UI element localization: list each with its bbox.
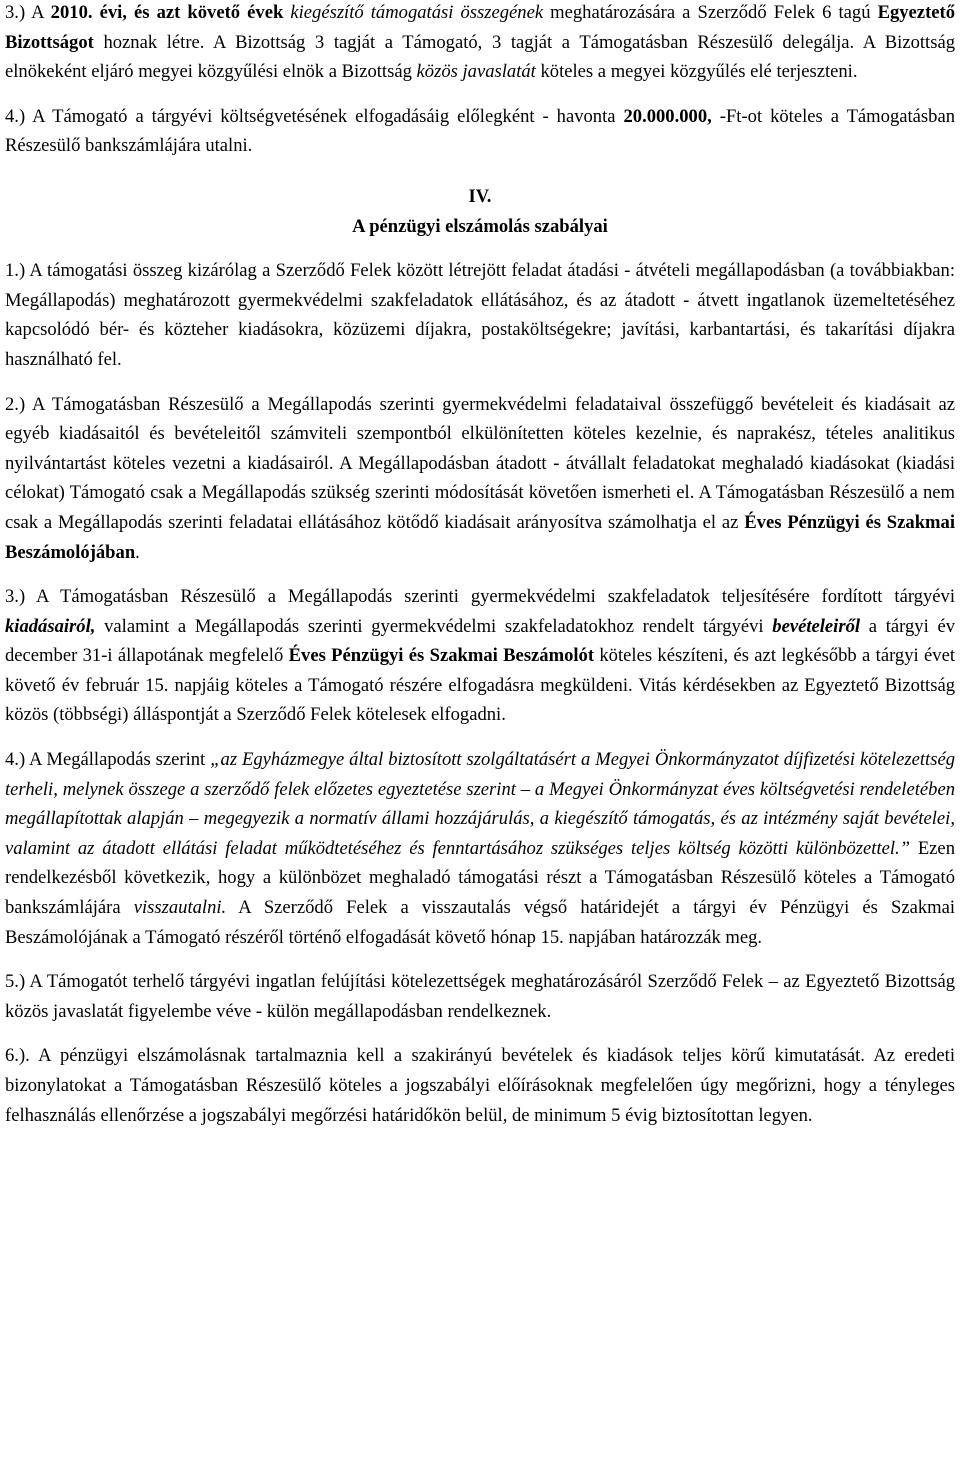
section-title-heading: A pénzügyi elszámolás szabályai <box>352 215 608 237</box>
paragraph-5-renovation: 5.) A Támogatót terhelő tárgyévi ingatlan felújítási kötelezettségek meghatározásáról Szerződő Felek – az Egyeztető Bizottság közös javaslatát figyelembe véve - külön megállapodásban rendelkeznek. <box>5 971 955 1022</box>
text-segment: . <box>135 541 140 563</box>
italic-quote: „az Egyházmegye által biztosított szolgáltatásért a Megyei Önkormányzatot díjfizetési kötelezettség terheli, melynek összege a szerződő felek előzetes egyeztetése szerint – a Megyei Önkormányzat éves költségvetési rendeletében megállapítottak alapján – megegyezik a normatív állami hozzájárulás, a kiegészítő támogatás, és az intézmény saját bevételei, valamint az átadott ellátási feladat működtetéséhez és fenntartásához szükséges teljes költség közötti különbözettel.” <box>5 749 956 859</box>
italic-segment: kiegészítő támogatási összegének <box>283 2 544 23</box>
paragraph-6-statement: 6.). A pénzügyi elszámolásnak tartalmaznia kell a szakirányú bevételek és kiadások teljes körű kimutatását. Az eredeti bizonylatokat a Támogatásban Részesülő köteles a jogszabályi előírásoknak megfelelően úgy megőrizni, hogy a tényleges felhasználás ellenőrzése a jogszabályi megőrzési határidőkön belül, de minimum 5 évig biztosítottan legyen. <box>5 1045 955 1126</box>
paragraph-4-advance-payment <box>5 102 955 161</box>
text-segment: A Szerződő Felek a visszautalás végső határidejét a tárgyi év Pénzügyi és Szakmai Beszámolójának a Támogató részéről történő elfogadását követő hónap 15. napjában határozzák meg. <box>5 897 956 948</box>
text-segment: -Ft-ot köteles a Támogatásban Részesülő bankszámlájára utalni. <box>5 105 955 157</box>
text-segment: 4.) A Támogató a tárgyévi költségvetésének elfogadásáig előlegként - havonta <box>5 105 624 127</box>
bold-segment: 20.000.000, <box>623 105 712 127</box>
paragraph-3-report <box>5 582 955 730</box>
text-segment: a tárgyi év december 31-i állapotának megfelelő <box>5 615 955 667</box>
text-segment: hoznak létre. A Bizottság 3 tagját a Támogató, 3 tagját a Támogatásban Részesülő delegálja. A Bizottság elnökeként eljáró megyei közgyűlési elnök a Bizottság <box>5 31 955 83</box>
italic-segment: visszautalni. <box>133 897 227 919</box>
paragraph-4-refund <box>5 745 955 952</box>
section-number-heading: IV. <box>468 185 492 207</box>
text-segment: Ezen rendelkezésből következik, hogy a különbözet meghaladó támogatási részt a Támogatásban Részesülő köteles a Támogató bankszámlájára <box>5 837 955 919</box>
text-segment: köteles a megyei közgyűlés elé terjeszteni. <box>535 61 858 83</box>
bold-italic-text: bevételeiről <box>772 615 861 637</box>
text-segment: meghatározására a Szerződő Felek 6 tagú <box>543 2 878 23</box>
document-page <box>5 0 955 1130</box>
bold-segment: Éves Pénzügyi és Szakmai Beszámolót <box>288 645 595 667</box>
paragraph-2-accounting <box>5 390 955 568</box>
bold-segment: 2010. évi, és azt követő évek <box>50 2 284 23</box>
italic-segment: közös javaslatát <box>416 61 536 83</box>
bold-segment: Éves Pénzügyi és Szakmai Beszámolójában <box>5 511 955 563</box>
paragraph-1-usage: 1.) A támogatási összeg kizárólag a Szerződő Felek között létrejött feladat átadási - átvételi megállapodásban (a továbbiakban: Megállapodás) meghatározott gyermekvédelmi szakfeladatok ellátásához, és az átadott - átvett ingatlanok üzemeltetéséhez kapcsolódó bér- és közteher kiadásokra, közüzemi díjakra, postaköltségekre; javítási, karbantartási, és takarítási díjakra használható fel. <box>5 260 955 370</box>
bold-italic-segment <box>772 616 860 637</box>
bold-segment: Egyeztető Bizottságot <box>5 2 955 53</box>
paragraph-3-committee <box>5 0 955 87</box>
bold-italic-text: kiadásairól, <box>5 615 96 637</box>
text-segment: 4.) A Megállapodás szerint <box>5 749 211 771</box>
text-segment: köteles készíteni, és azt legkésőbb a tárgyi évet követő év február 15. napjáig köteles a Támogató részére elfogadásra megküldeni. Vitás kérdésekben az Egyeztető Bizottság közös (többségi) álláspontját a Szerződő Felek kötelesek elfogadni. <box>5 645 955 726</box>
text-segment: 3.) A Támogatásban Részesülő a Megállapodás szerinti gyermekvédelmi szakfeladatok teljesítésére fordított tárgyévi <box>5 586 955 608</box>
text-segment: 3.) A <box>5 2 51 23</box>
text-segment: 2.) A Támogatásban Részesülő a Megállapodás szerinti gyermekvédelmi feladataival összefüggő bevételeit és kiadásait az egyéb kiadásaitól és bevételeitől számviteli szempontból elkülönítetten köteles kezelnie, és naprakész, tételes analitikus nyilvántartást köteles vezetni a kiadásairól. A Megállapodásban átadott - átvállalt feladatokat meghaladó kiadásokat (kiadási célokat) Támogató csak a Megállapodás szükség szerinti módosítását követően ismerheti el. A Támogatásban Részesülő a nem csak a Megállapodás szerinti feladatai ellátásához kötődő kiadásait arányosítva számolhatja el az <box>5 393 955 533</box>
bold-italic-segment <box>5 616 95 637</box>
text-segment: valamint a Megállapodás szerinti gyermekvédelmi szakfeladatokhoz rendelt tárgyévi <box>95 615 773 637</box>
